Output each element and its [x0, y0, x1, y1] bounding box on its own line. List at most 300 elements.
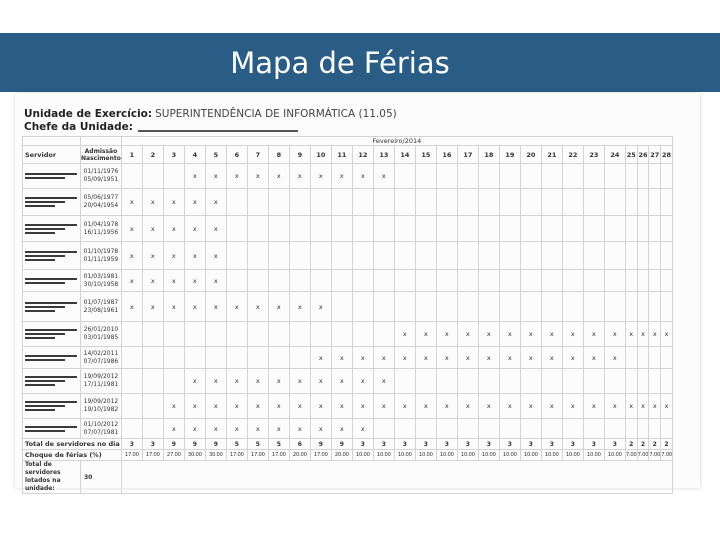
day-cell: [625, 292, 637, 322]
day-cell: [541, 270, 562, 292]
day-cell: [637, 242, 649, 270]
day-cell: x: [184, 394, 205, 419]
day-cell: [499, 369, 520, 394]
percent-value: 17.00: [142, 450, 163, 461]
day-cell: [289, 189, 310, 216]
day-cell: x: [415, 394, 436, 419]
day-cell: x: [562, 347, 583, 369]
day-cell: x: [205, 369, 226, 394]
day-header: 20: [520, 146, 541, 164]
slide-title: Mapa de Férias: [230, 46, 450, 80]
day-cell: x: [352, 369, 373, 394]
lotados-value: 30: [81, 461, 122, 494]
employee-name-redacted: [23, 270, 81, 292]
day-cell: [184, 322, 205, 347]
day-cell: x: [184, 369, 205, 394]
admissao-date: 01/03/1981: [83, 272, 119, 280]
day-cell: [499, 242, 520, 270]
day-cell: [394, 242, 415, 270]
percent-label: Choque de férias (%): [23, 450, 122, 461]
day-header: 16: [436, 146, 457, 164]
day-cell: [604, 189, 625, 216]
day-cell: [268, 216, 289, 242]
day-cell: x: [184, 189, 205, 216]
nascimento-date: 16/11/1956: [83, 228, 119, 236]
day-cell: [520, 216, 541, 242]
percent-value: 10.00: [436, 450, 457, 461]
day-cell: [661, 369, 673, 394]
day-cell: [541, 164, 562, 189]
day-cell: [541, 216, 562, 242]
day-cell: [394, 189, 415, 216]
total-value: 9: [163, 439, 184, 450]
day-cell: x: [310, 347, 331, 369]
day-cell: [625, 347, 637, 369]
day-cell: x: [394, 394, 415, 419]
nascimento-date: 30/10/1958: [83, 280, 119, 288]
day-header: 24: [604, 146, 625, 164]
day-cell: [352, 292, 373, 322]
day-cell: [394, 292, 415, 322]
day-cell: [637, 347, 649, 369]
employee-row: [23, 164, 673, 189]
day-cell: [457, 216, 478, 242]
day-cell: [562, 270, 583, 292]
day-cell: [163, 322, 184, 347]
day-cell: [478, 419, 499, 439]
day-cell: x: [562, 394, 583, 419]
admissao-date: 01/11/1976: [83, 168, 119, 175]
day-cell: [562, 242, 583, 270]
percent-value: 10.00: [583, 450, 604, 461]
day-cell: x: [247, 369, 268, 394]
percent-value: 17.00: [247, 450, 268, 461]
day-cell: x: [205, 394, 226, 419]
day-cell: x: [163, 292, 184, 322]
redaction-bar: [25, 384, 55, 386]
day-cell: x: [205, 242, 226, 270]
day-cell: x: [637, 394, 649, 419]
day-cell: [226, 189, 247, 216]
day-cell: [457, 270, 478, 292]
redaction-bar: [25, 197, 77, 199]
percent-value: 17.00: [121, 450, 142, 461]
day-cell: [457, 189, 478, 216]
day-cell: [436, 270, 457, 292]
admissao-date: 01/07/1987: [83, 298, 119, 306]
day-cell: x: [226, 394, 247, 419]
blank-cell: [121, 461, 672, 494]
day-cell: x: [184, 419, 205, 439]
servidor-header: Servidor: [23, 146, 81, 164]
day-cell: [478, 369, 499, 394]
day-cell: [637, 164, 649, 189]
day-cell: [661, 292, 673, 322]
day-cell: [436, 164, 457, 189]
employee-name-redacted: [23, 216, 81, 242]
day-cell: [121, 369, 142, 394]
redaction-bar: [25, 228, 65, 230]
day-cell: x: [583, 347, 604, 369]
total-value: 3: [394, 439, 415, 450]
total-value: 2: [661, 439, 673, 450]
day-cell: [625, 419, 637, 439]
employee-dates: [81, 189, 122, 216]
day-cell: x: [310, 292, 331, 322]
day-cell: [373, 292, 394, 322]
day-cell: [163, 164, 184, 189]
day-cell: [625, 189, 637, 216]
day-cell: x: [541, 322, 562, 347]
day-cell: x: [625, 322, 637, 347]
day-cell: [649, 242, 661, 270]
day-cell: [268, 322, 289, 347]
day-cell: [247, 322, 268, 347]
day-cell: [415, 164, 436, 189]
day-header: 23: [583, 146, 604, 164]
day-cell: [121, 322, 142, 347]
redaction-bar: [25, 205, 55, 207]
day-cell: x: [331, 394, 352, 419]
day-cell: [394, 270, 415, 292]
day-cell: [331, 270, 352, 292]
percent-value: 30.00: [184, 450, 205, 461]
day-header: 22: [562, 146, 583, 164]
day-cell: x: [247, 419, 268, 439]
day-cell: x: [478, 347, 499, 369]
employee-name-redacted: [23, 322, 81, 347]
day-header: 3: [163, 146, 184, 164]
employee-name-redacted: [23, 347, 81, 369]
redaction-bar: [25, 310, 55, 312]
day-cell: x: [520, 322, 541, 347]
employee-dates: [81, 216, 122, 242]
employee-dates: [81, 292, 122, 322]
day-cell: x: [583, 394, 604, 419]
percent-value: 7.00: [637, 450, 649, 461]
day-cell: [583, 419, 604, 439]
month-label: Fevereiro/2014: [121, 137, 672, 146]
day-cell: x: [142, 292, 163, 322]
day-cell: [604, 216, 625, 242]
day-cell: [520, 292, 541, 322]
day-cell: x: [352, 394, 373, 419]
day-cell: x: [163, 394, 184, 419]
day-cell: [649, 270, 661, 292]
admissao-date: 19/09/2012: [83, 373, 119, 380]
day-cell: x: [436, 394, 457, 419]
day-cell: [562, 164, 583, 189]
day-cell: x: [247, 164, 268, 189]
day-cell: [373, 322, 394, 347]
total-value: 3: [520, 439, 541, 450]
day-cell: [478, 216, 499, 242]
redaction-bar: [25, 329, 77, 331]
day-cell: [226, 322, 247, 347]
day-cell: [310, 270, 331, 292]
total-value: 6: [289, 439, 310, 450]
day-cell: [436, 419, 457, 439]
redaction-bar: [25, 278, 77, 280]
day-cell: [637, 419, 649, 439]
day-cell: [226, 242, 247, 270]
day-header: 11: [331, 146, 352, 164]
employee-dates: [81, 242, 122, 270]
redaction-bar: [25, 405, 65, 407]
day-cell: [661, 419, 673, 439]
redaction-bar: [25, 282, 65, 284]
day-cell: x: [226, 164, 247, 189]
day-cell: [541, 189, 562, 216]
totals-label: Total de servidores no dia: [23, 439, 122, 450]
day-cell: [499, 419, 520, 439]
percent-value: 10.00: [478, 450, 499, 461]
day-cell: [247, 347, 268, 369]
day-cell: [415, 292, 436, 322]
day-cell: [637, 216, 649, 242]
employee-name-redacted: [23, 164, 81, 189]
day-header: 19: [499, 146, 520, 164]
redaction-bar: [25, 173, 77, 175]
day-header: 25: [625, 146, 637, 164]
nascimento-date: 07/07/1981: [83, 428, 119, 436]
day-cell: [661, 347, 673, 369]
redaction-bar: [25, 401, 77, 403]
employee-dates: [81, 419, 122, 439]
employee-name-redacted: [23, 242, 81, 270]
day-cell: [226, 270, 247, 292]
day-cell: [478, 270, 499, 292]
day-cell: [352, 270, 373, 292]
day-cell: x: [520, 394, 541, 419]
total-value: 3: [457, 439, 478, 450]
day-cell: [436, 189, 457, 216]
day-cell: [415, 216, 436, 242]
day-cell: x: [604, 347, 625, 369]
day-cell: [541, 369, 562, 394]
total-value: 3: [436, 439, 457, 450]
day-cell: [499, 164, 520, 189]
day-cell: [625, 164, 637, 189]
day-cell: [478, 242, 499, 270]
day-cell: x: [394, 347, 415, 369]
day-cell: x: [604, 322, 625, 347]
day-cell: [331, 216, 352, 242]
day-cell: x: [163, 189, 184, 216]
total-value: 3: [478, 439, 499, 450]
day-cell: [163, 369, 184, 394]
day-cell: x: [226, 369, 247, 394]
day-cell: [352, 189, 373, 216]
day-cell: x: [373, 394, 394, 419]
day-cell: [562, 419, 583, 439]
day-cell: [394, 369, 415, 394]
day-header: 12: [352, 146, 373, 164]
redaction-bar: [25, 224, 77, 226]
total-value: 3: [499, 439, 520, 450]
day-cell: x: [310, 369, 331, 394]
day-header: 9: [289, 146, 310, 164]
day-header: 10: [310, 146, 331, 164]
day-header: 21: [541, 146, 562, 164]
day-header: 15: [415, 146, 436, 164]
day-cell: [247, 270, 268, 292]
day-cell: [583, 216, 604, 242]
day-cell: [583, 270, 604, 292]
day-cell: [604, 270, 625, 292]
redaction-bar: [25, 430, 65, 432]
day-cell: x: [289, 419, 310, 439]
nascimento-date: 03/01/1985: [83, 334, 119, 341]
month-row: [23, 137, 673, 146]
total-value: 9: [205, 439, 226, 450]
day-header: 1: [121, 146, 142, 164]
percent-value: 27.00: [163, 450, 184, 461]
total-value: 2: [649, 439, 661, 450]
percent-value: 20.00: [331, 450, 352, 461]
day-cell: x: [541, 394, 562, 419]
day-cell: x: [289, 394, 310, 419]
day-cell: [121, 347, 142, 369]
day-cell: x: [205, 216, 226, 242]
day-cell: x: [436, 322, 457, 347]
redaction-bar: [25, 380, 65, 382]
day-cell: x: [268, 369, 289, 394]
day-cell: x: [310, 164, 331, 189]
day-cell: [541, 419, 562, 439]
unidade-value: SUPERINTENDÊNCIA DE INFORMÁTICA (11.05): [155, 108, 397, 120]
nascimento-date: 23/08/1961: [83, 306, 119, 314]
employee-dates: [81, 164, 122, 189]
day-cell: x: [121, 189, 142, 216]
percent-value: 10.00: [541, 450, 562, 461]
day-cell: [268, 270, 289, 292]
day-cell: [520, 270, 541, 292]
day-header: 14: [394, 146, 415, 164]
percent-value: 10.00: [520, 450, 541, 461]
day-cell: [649, 189, 661, 216]
day-cell: [373, 419, 394, 439]
day-cell: x: [562, 322, 583, 347]
day-cell: [205, 347, 226, 369]
day-cell: [373, 270, 394, 292]
day-cell: x: [268, 292, 289, 322]
day-cell: [289, 216, 310, 242]
day-header: 8: [268, 146, 289, 164]
day-cell: [457, 419, 478, 439]
day-cell: x: [205, 270, 226, 292]
total-value: 3: [604, 439, 625, 450]
day-cell: [541, 292, 562, 322]
day-cell: [478, 164, 499, 189]
redaction-bar: [25, 337, 55, 339]
day-cell: [637, 189, 649, 216]
day-cell: [142, 322, 163, 347]
day-cell: [649, 292, 661, 322]
day-cell: [661, 164, 673, 189]
redaction-bar: [25, 259, 55, 261]
day-cell: [649, 164, 661, 189]
day-cell: x: [457, 347, 478, 369]
day-cell: x: [247, 394, 268, 419]
day-cell: x: [373, 369, 394, 394]
day-cell: [268, 347, 289, 369]
day-cell: x: [142, 270, 163, 292]
percent-value: 17.00: [268, 450, 289, 461]
day-cell: x: [268, 164, 289, 189]
day-cell: [331, 322, 352, 347]
day-cell: [562, 369, 583, 394]
percent-row: [23, 450, 673, 461]
day-cell: [499, 189, 520, 216]
day-cell: [661, 242, 673, 270]
day-cell: [637, 270, 649, 292]
day-cell: [394, 164, 415, 189]
percent-value: 10.00: [562, 450, 583, 461]
redaction-bar: [25, 177, 65, 179]
total-value: 5: [226, 439, 247, 450]
day-cell: x: [604, 394, 625, 419]
total-value: 9: [331, 439, 352, 450]
day-cell: x: [226, 292, 247, 322]
day-cell: [184, 347, 205, 369]
redaction-bar: [25, 306, 65, 308]
day-cell: [310, 189, 331, 216]
employee-row: [23, 347, 673, 369]
day-cell: [373, 216, 394, 242]
day-cell: [436, 369, 457, 394]
day-cell: x: [331, 347, 352, 369]
day-cell: x: [457, 322, 478, 347]
day-cell: x: [352, 419, 373, 439]
day-cell: [520, 419, 541, 439]
redaction-bar: [25, 255, 65, 257]
day-cell: x: [310, 419, 331, 439]
day-cell: [331, 292, 352, 322]
day-header: 27: [649, 146, 661, 164]
day-cell: [310, 242, 331, 270]
day-cell: x: [373, 164, 394, 189]
nascimento-date: 17/11/1981: [83, 381, 119, 388]
employee-name-redacted: [23, 394, 81, 419]
employee-name-redacted: [23, 419, 81, 439]
day-cell: [121, 394, 142, 419]
day-cell: x: [163, 216, 184, 242]
day-cell: x: [415, 322, 436, 347]
day-cell: [142, 347, 163, 369]
day-header: 17: [457, 146, 478, 164]
day-cell: [205, 322, 226, 347]
day-cell: x: [121, 270, 142, 292]
day-cell: [142, 419, 163, 439]
nascimento-date: 01/11/1959: [83, 255, 119, 263]
employee-name-redacted: [23, 292, 81, 322]
blank-cell: [81, 137, 122, 146]
day-cell: [373, 189, 394, 216]
employee-row: [23, 394, 673, 419]
day-cell: [649, 369, 661, 394]
day-cell: x: [142, 242, 163, 270]
day-cell: [649, 419, 661, 439]
day-cell: [604, 292, 625, 322]
redaction-bar: [25, 426, 77, 428]
unidade-label: Unidade de Exercício:: [24, 108, 153, 120]
day-cell: [583, 164, 604, 189]
percent-value: 10.00: [415, 450, 436, 461]
day-cell: [415, 419, 436, 439]
employee-row: [23, 322, 673, 347]
day-cell: [247, 216, 268, 242]
